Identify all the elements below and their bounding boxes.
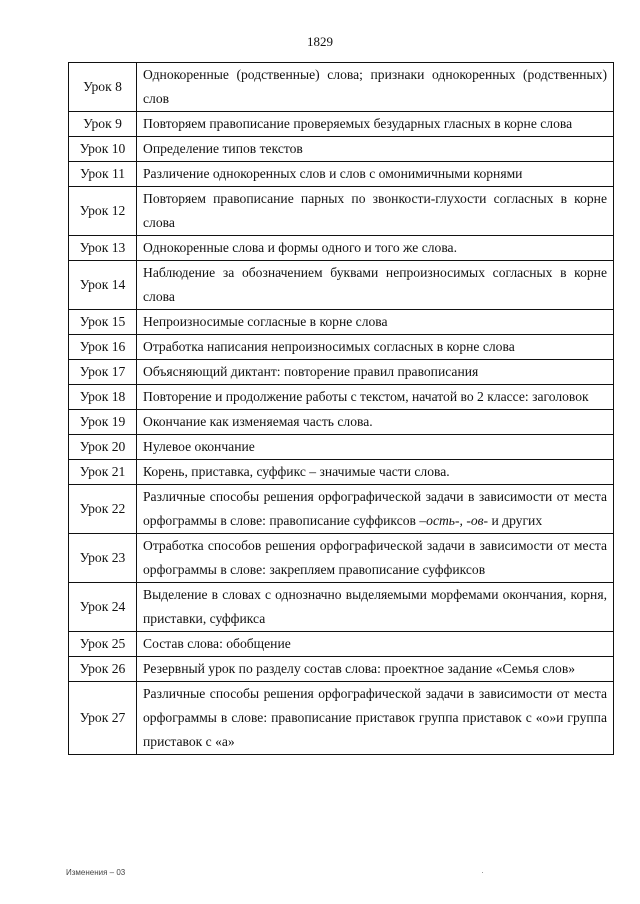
lesson-topic: Резервный урок по разделу состав слова: проектное задание «Семья слов» (137, 657, 614, 682)
lesson-topic-text: Различные способы решения орфографической задачи в зависимости от места орфограммы в слове: правописание суффиксов (143, 489, 607, 528)
lesson-number: Урок 18 (69, 385, 137, 410)
table-row (69, 335, 614, 360)
lesson-topic-text-end: и других (488, 513, 543, 528)
lesson-number: Урок 17 (69, 360, 137, 385)
lesson-topic (137, 485, 614, 534)
table-row (69, 236, 614, 261)
lesson-number: Урок 21 (69, 460, 137, 485)
lesson-topic: Отработка написания непроизносимых согласных в корне слова (137, 335, 614, 360)
lesson-number: Урок 24 (69, 583, 137, 632)
table-row (69, 63, 614, 112)
table-row (69, 112, 614, 137)
lesson-number: Урок 10 (69, 137, 137, 162)
lesson-number: Урок 27 (69, 682, 137, 755)
lessons-table (68, 62, 614, 755)
table-row (69, 460, 614, 485)
lesson-topic: Однокоренные (родственные) слова; признаки однокоренных (родственных) слов (137, 63, 614, 112)
lesson-number: Урок 26 (69, 657, 137, 682)
lesson-number: Урок 20 (69, 435, 137, 460)
table-row (69, 137, 614, 162)
lesson-topic: Различные способы решения орфографической задачи в зависимости от места орфограммы в слове: правописание приставок группа приставок с «о»и группа приставок с «а» (137, 682, 614, 755)
table-row (69, 162, 614, 187)
scan-speck (482, 872, 483, 873)
lesson-topic: Нулевое окончание (137, 435, 614, 460)
suffix-examples: –ость-, -ов- (419, 513, 489, 528)
table-row (69, 682, 614, 755)
lesson-topic: Объясняющий диктант: повторение правил правописания (137, 360, 614, 385)
lesson-topic: Повторяем правописание проверяемых безударных гласных в корне слова (137, 112, 614, 137)
table-row (69, 385, 614, 410)
table-row (69, 310, 614, 335)
lesson-topic: Окончание как изменяемая часть слова. (137, 410, 614, 435)
lesson-number: Урок 16 (69, 335, 137, 360)
table-row (69, 534, 614, 583)
lesson-topic: Выделение в словах с однозначно выделяемыми морфемами окончания, корня, приставки, суффикса (137, 583, 614, 632)
lesson-number: Урок 14 (69, 261, 137, 310)
lesson-number: Урок 13 (69, 236, 137, 261)
lesson-number: Урок 11 (69, 162, 137, 187)
lesson-number: Урок 22 (69, 485, 137, 534)
lesson-number: Урок 23 (69, 534, 137, 583)
lesson-topic: Наблюдение за обозначением буквами непроизносимых согласных в корне слова (137, 261, 614, 310)
lesson-number: Урок 15 (69, 310, 137, 335)
lesson-number: Урок 25 (69, 632, 137, 657)
table-row (69, 632, 614, 657)
page-number: 1829 (307, 34, 333, 49)
lesson-topic: Повторяем правописание парных по звонкости-глухости согласных в корне слова (137, 187, 614, 236)
lesson-number: Урок 8 (69, 63, 137, 112)
lesson-topic: Определение типов текстов (137, 137, 614, 162)
lesson-topic: Повторение и продолжение работы с текстом, начатой во 2 классе: заголовок (137, 385, 614, 410)
table-row (69, 435, 614, 460)
lesson-number: Урок 19 (69, 410, 137, 435)
table-row (69, 657, 614, 682)
table-row (69, 583, 614, 632)
lesson-topic: Однокоренные слова и формы одного и того же слова. (137, 236, 614, 261)
table-row (69, 187, 614, 236)
lesson-topic: Непроизносимые согласные в корне слова (137, 310, 614, 335)
revision-note: Изменения – 03 (66, 868, 126, 877)
lesson-number: Урок 9 (69, 112, 137, 137)
table-row (69, 485, 614, 534)
lesson-topic: Отработка способов решения орфографической задачи в зависимости от места орфограммы в слове: закрепляем правописание суффиксов (137, 534, 614, 583)
lesson-topic: Корень, приставка, суффикс – значимые части слова. (137, 460, 614, 485)
lesson-topic: Различение однокоренных слов и слов с омонимичными корнями (137, 162, 614, 187)
table-row (69, 410, 614, 435)
table-row (69, 261, 614, 310)
table-row (69, 360, 614, 385)
lesson-number: Урок 12 (69, 187, 137, 236)
lesson-topic: Состав слова: обобщение (137, 632, 614, 657)
